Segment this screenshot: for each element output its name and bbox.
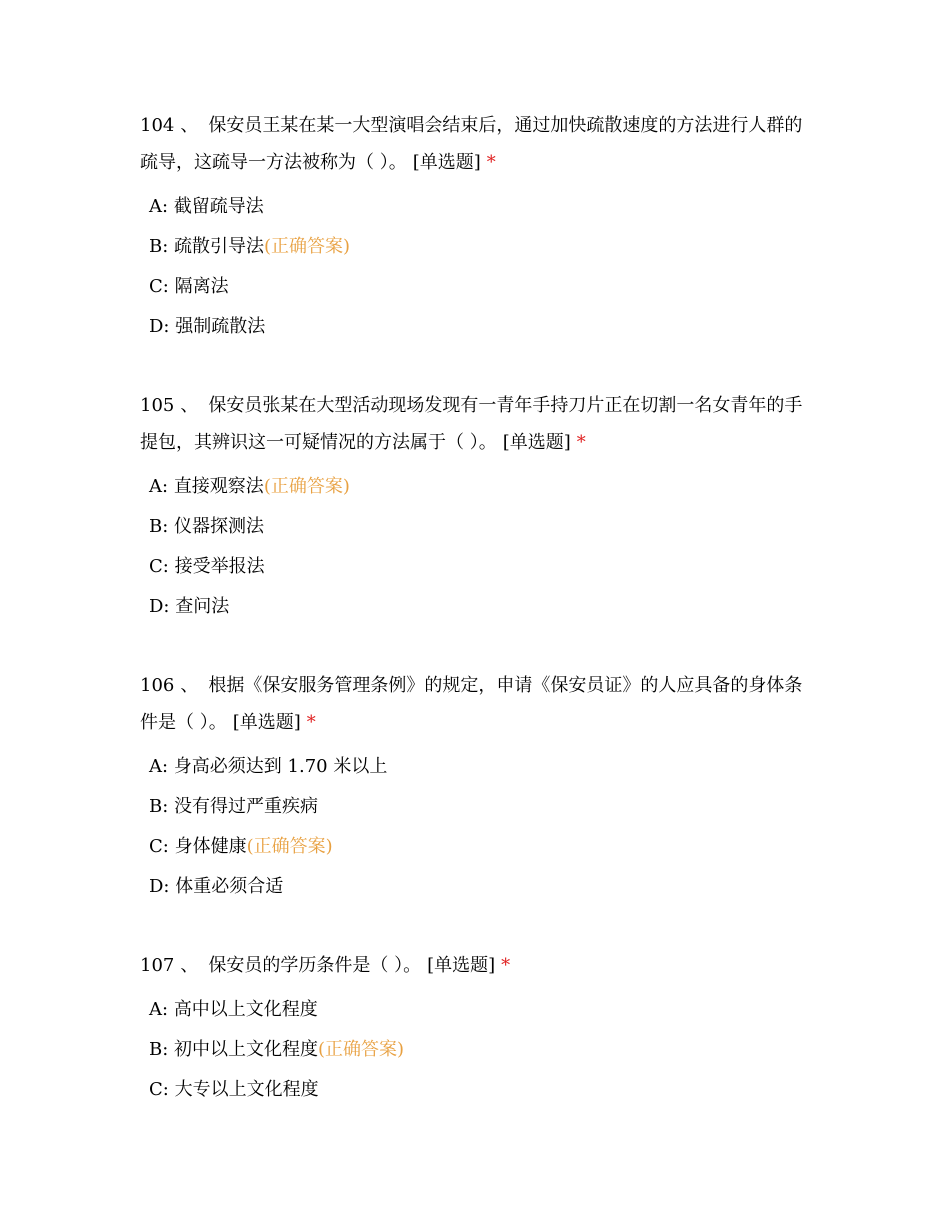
option-b	[149, 787, 820, 827]
option-text: 仪器探测法	[174, 516, 265, 537]
question-stem	[140, 667, 820, 741]
option-c	[149, 1070, 820, 1110]
question-stem	[140, 947, 820, 984]
option-text: 初中以上文化程度	[174, 1039, 319, 1060]
option-list	[140, 747, 820, 907]
option-d	[149, 587, 820, 627]
option-text: 接受举报法	[174, 556, 265, 577]
option-key: B:	[149, 236, 169, 257]
question-number: 106	[140, 675, 175, 696]
option-text: 直接观察法	[173, 476, 264, 497]
option-key: B:	[149, 516, 169, 537]
question-number: 105	[140, 395, 175, 416]
option-a	[149, 990, 820, 1030]
option-text: 没有得过严重疾病	[174, 796, 319, 817]
question-104	[140, 107, 820, 347]
option-key: A:	[149, 999, 169, 1020]
question-separator: 、	[180, 955, 199, 976]
option-key: A:	[149, 756, 169, 777]
question-separator: 、	[180, 115, 199, 136]
option-key: A:	[149, 476, 169, 497]
question-separator: 、	[180, 395, 199, 416]
option-b	[149, 1030, 820, 1070]
question-separator: 、	[180, 675, 199, 696]
question-number: 104	[140, 115, 175, 136]
question-107	[140, 947, 820, 1110]
question-105	[140, 387, 820, 627]
question-text: 保安员王某在某一大型演唱会结束后，通过加快疏散速度的方法进行人群的疏导，这疏导一方法被称为（ ）。	[140, 115, 803, 173]
option-text: 截留疏导法	[173, 196, 264, 217]
question-number: 107	[140, 955, 175, 976]
option-c	[149, 547, 820, 587]
option-text: 高中以上文化程度	[173, 999, 318, 1020]
option-key: C:	[149, 1079, 169, 1100]
required-mark: *	[486, 152, 496, 173]
option-d	[149, 867, 820, 907]
option-c	[149, 827, 820, 867]
correct-answer-tag: (正确答案)	[246, 836, 333, 857]
option-text: 疏散引导法	[174, 236, 265, 257]
question-stem	[140, 387, 820, 461]
option-text: 体重必须合适	[175, 876, 284, 897]
option-a	[149, 467, 820, 507]
option-list	[140, 187, 820, 347]
option-b	[149, 227, 820, 267]
question-type: [单选题]	[412, 152, 481, 173]
question-type: [单选题]	[502, 432, 571, 453]
question-text: 保安员的学历条件是（ ）。	[208, 955, 422, 976]
option-key: A:	[149, 196, 169, 217]
question-type: [单选题]	[232, 712, 301, 733]
correct-answer-tag: (正确答案)	[264, 236, 351, 257]
option-b	[149, 507, 820, 547]
option-key: C:	[149, 556, 169, 577]
correct-answer-tag: (正确答案)	[263, 476, 350, 497]
option-key: B:	[149, 1039, 169, 1060]
option-a	[149, 187, 820, 227]
option-text: 大专以上文化程度	[174, 1079, 319, 1100]
option-text: 强制疏散法	[175, 316, 266, 337]
correct-answer-tag: (正确答案)	[318, 1039, 405, 1060]
required-mark: *	[306, 712, 316, 733]
question-stem	[140, 107, 820, 181]
option-list	[140, 990, 820, 1110]
option-text: 身高必须达到 1.70 米以上	[173, 756, 388, 777]
question-106	[140, 667, 820, 907]
option-c	[149, 267, 820, 307]
option-key: D:	[149, 316, 170, 337]
option-text: 身体健康	[174, 836, 247, 857]
option-text: 查问法	[175, 596, 230, 617]
option-key: C:	[149, 276, 169, 297]
question-text: 根据《保安服务管理条例》的规定，申请《保安员证》的人应具备的身体条件是（ ）。	[140, 675, 803, 733]
option-text: 隔离法	[174, 276, 229, 297]
required-mark: *	[501, 955, 511, 976]
required-mark: *	[576, 432, 586, 453]
option-key: C:	[149, 836, 169, 857]
option-list	[140, 467, 820, 627]
option-a	[149, 747, 820, 787]
question-text: 保安员张某在大型活动现场发现有一青年手持刀片正在切割一名女青年的手提包，其辨识这一可疑情况的方法属于（ ）。	[140, 395, 803, 453]
option-key: D:	[149, 876, 170, 897]
question-type: [单选题]	[427, 955, 496, 976]
option-key: D:	[149, 596, 170, 617]
option-key: B:	[149, 796, 169, 817]
option-d	[149, 307, 820, 347]
